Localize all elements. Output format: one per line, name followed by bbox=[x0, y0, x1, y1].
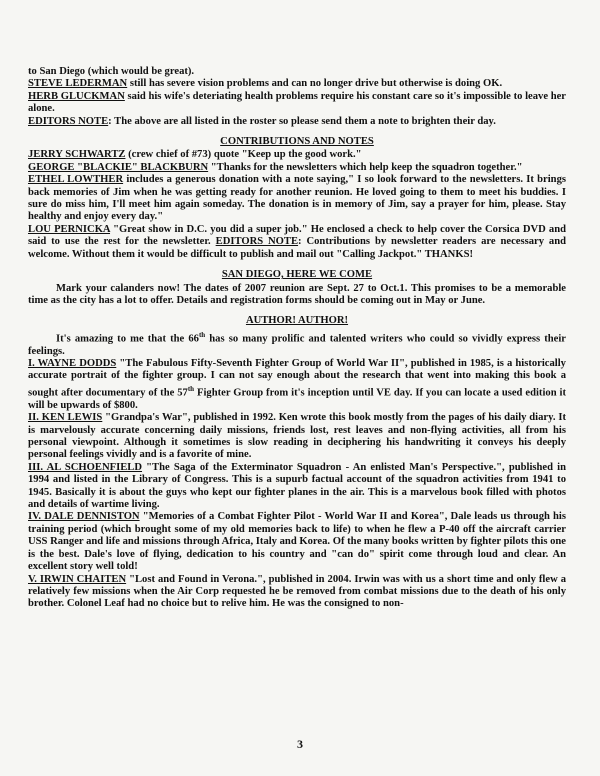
editors-note-text: : The above are all listed in the roster so please send them a note to brighten their day. bbox=[108, 115, 496, 127]
denniston-text: "Memories of a Combat Fighter Pilot - World War II and Korea", Dale leads us through his training period (which brought some of my old memories back to life) to when he flew a P-40 off the aircraft carrier USS Ranger and life and missions through Africa, Italy and Korea. Of the many books written by fighter pilots this one is the best. Dale's love of flying, dedication to his country and "can do" spirit come through loud and clear. An excellent story well told! bbox=[28, 511, 566, 573]
schwartz-text: (crew chief of #73) quote "Keep up the good work." bbox=[125, 149, 362, 161]
gluckman-paragraph bbox=[28, 91, 566, 116]
page-number: 3 bbox=[297, 737, 303, 751]
author-intro-sup: th bbox=[198, 330, 206, 339]
denniston-paragraph bbox=[28, 511, 566, 573]
dodds-text-1: "The Fabulous Fifty-Seventh Fighter Group of World War II", published in 1985, is a historically accurate portrait of the fighter group. I can not say enough about the research that went into making this book a sought after documentary of the 57 bbox=[28, 358, 566, 399]
schwartz-name: JERRY SCHWARTZ bbox=[28, 149, 126, 161]
author-intro bbox=[28, 329, 566, 358]
gluckman-text: said his wife's deteriating health problems require his constant care so it's impossible to leave her alone. bbox=[28, 90, 566, 115]
pernicka-name: LOU PERNICKA bbox=[28, 223, 111, 235]
lederman-name: STEVE LEDERMAN bbox=[28, 78, 128, 90]
author-intro-post: has so many prolific and talented writers who could so vividly express their feelings. bbox=[28, 333, 567, 357]
lewis-paragraph bbox=[28, 412, 566, 462]
lowther-name: ETHEL LOWTHER bbox=[28, 174, 124, 186]
schoenfield-paragraph bbox=[28, 462, 566, 512]
schwartz-paragraph bbox=[28, 149, 566, 161]
lowther-text: includes a generous donation with a note saying," I so look forward to the newsletters. It brings back memories of Jim when he was getting ready for another reunion. He loved going to them to meet his buddies. I sure do miss him, I'll meet him again someday. The donation is in memory of Jim, say a prayer for him, please. Stay healthy and enjoy every day." bbox=[28, 174, 566, 223]
dodds-text-2: Fighter Group from it's inception until VE day. If you can locate a used edition it will be upwards of $800. bbox=[28, 387, 566, 411]
lewis-text: "Grandpa's War", published in 1992. Ken wrote this book mostly from the pages of his daily diary. It is marvelously accurate concerning daily missions, friends lost, rest leaves and non-flying activities, all from his personal viewpoint. Although it sometimes is slow reading in deciphering his handwriting it conveys his deeply personal feelings vividly and is a favorite of mine. bbox=[28, 412, 566, 461]
san-diego-heading: SAN DIEGO, HERE WE COME bbox=[221, 269, 373, 281]
chaiten-name: V. IRWIN CHAITEN bbox=[28, 573, 127, 585]
gluckman-name: HERB GLUCKMAN bbox=[28, 90, 125, 102]
pernicka-text-2: : Contributions by newsletter readers are necessary and welcome. Without them it would be difficult to publish and mail out "Calling Jackpot." THANKS! bbox=[28, 236, 567, 260]
editors-note-label: EDITORS NOTE bbox=[28, 115, 109, 127]
pernicka-text: "Great show in D.C. you did a super job." He enclosed a check to help cover the Corsica DVD and said to use the rest for the newsletter. bbox=[28, 223, 567, 248]
dodds-name: I. WAYNE DODDS bbox=[28, 358, 117, 370]
continued-line: to San Diego (which would be great). bbox=[28, 66, 195, 77]
dodds-paragraph bbox=[28, 358, 566, 412]
lederman-text: still has severe vision problems and can no longer drive but otherwise is doing OK. bbox=[127, 78, 503, 90]
pernicka-paragraph bbox=[28, 224, 566, 261]
chaiten-text: "Lost and Found in Verona.", published in 2004. Irwin was with us a short time and only flew a relatively few missions when the Air Corp requested he be removed from combat missions due to the death of his only brother. Colonel Leaf had no choice but to relive him. He was the consigned to non- bbox=[28, 573, 566, 610]
schoenfield-text: "The Saga of the Exterminator Squadron - An enlisted Man's Perspective.", published in 1994 and listed in the Library of Congress. This is a supurb factual account of the squadron activities from 1941 to 1945. Basically it is about the guys who kept our fighter planes in the air. This is a marvelous book filled with photos and details of wartime living. bbox=[28, 461, 566, 511]
chaiten-paragraph bbox=[28, 574, 566, 611]
denniston-name: IV. DALE DENNISTON bbox=[28, 511, 140, 523]
author-heading: AUTHOR! AUTHOR! bbox=[245, 315, 349, 327]
contributions-heading: CONTRIBUTIONS AND NOTES bbox=[220, 136, 374, 148]
dodds-sup: th bbox=[187, 384, 195, 393]
author-intro-pre: It's amazing to me that the 66 bbox=[56, 333, 199, 345]
blackburn-paragraph bbox=[28, 162, 566, 174]
editors-note-paragraph bbox=[28, 116, 566, 128]
san-diego-paragraph: Mark your calanders now! The dates of 2007 reunion are Sept. 27 to Oct.1. This promises to be a memorable time as the city has a lot to offer. Details and registration forms should be coming out in May or June. bbox=[28, 282, 566, 306]
lowther-paragraph bbox=[28, 174, 566, 224]
blackburn-text: "Thanks for the newsletters which help keep the squadron together." bbox=[208, 161, 523, 173]
blackburn-name: GEORGE "BLACKIE" BLACKBURN bbox=[28, 161, 209, 173]
schoenfield-name: III. AL SCHOENFIELD bbox=[28, 461, 143, 473]
lewis-name: II. KEN LEWIS bbox=[28, 412, 103, 424]
pernicka-editors-note: EDITORS NOTE bbox=[215, 236, 299, 248]
lederman-paragraph bbox=[28, 78, 566, 90]
